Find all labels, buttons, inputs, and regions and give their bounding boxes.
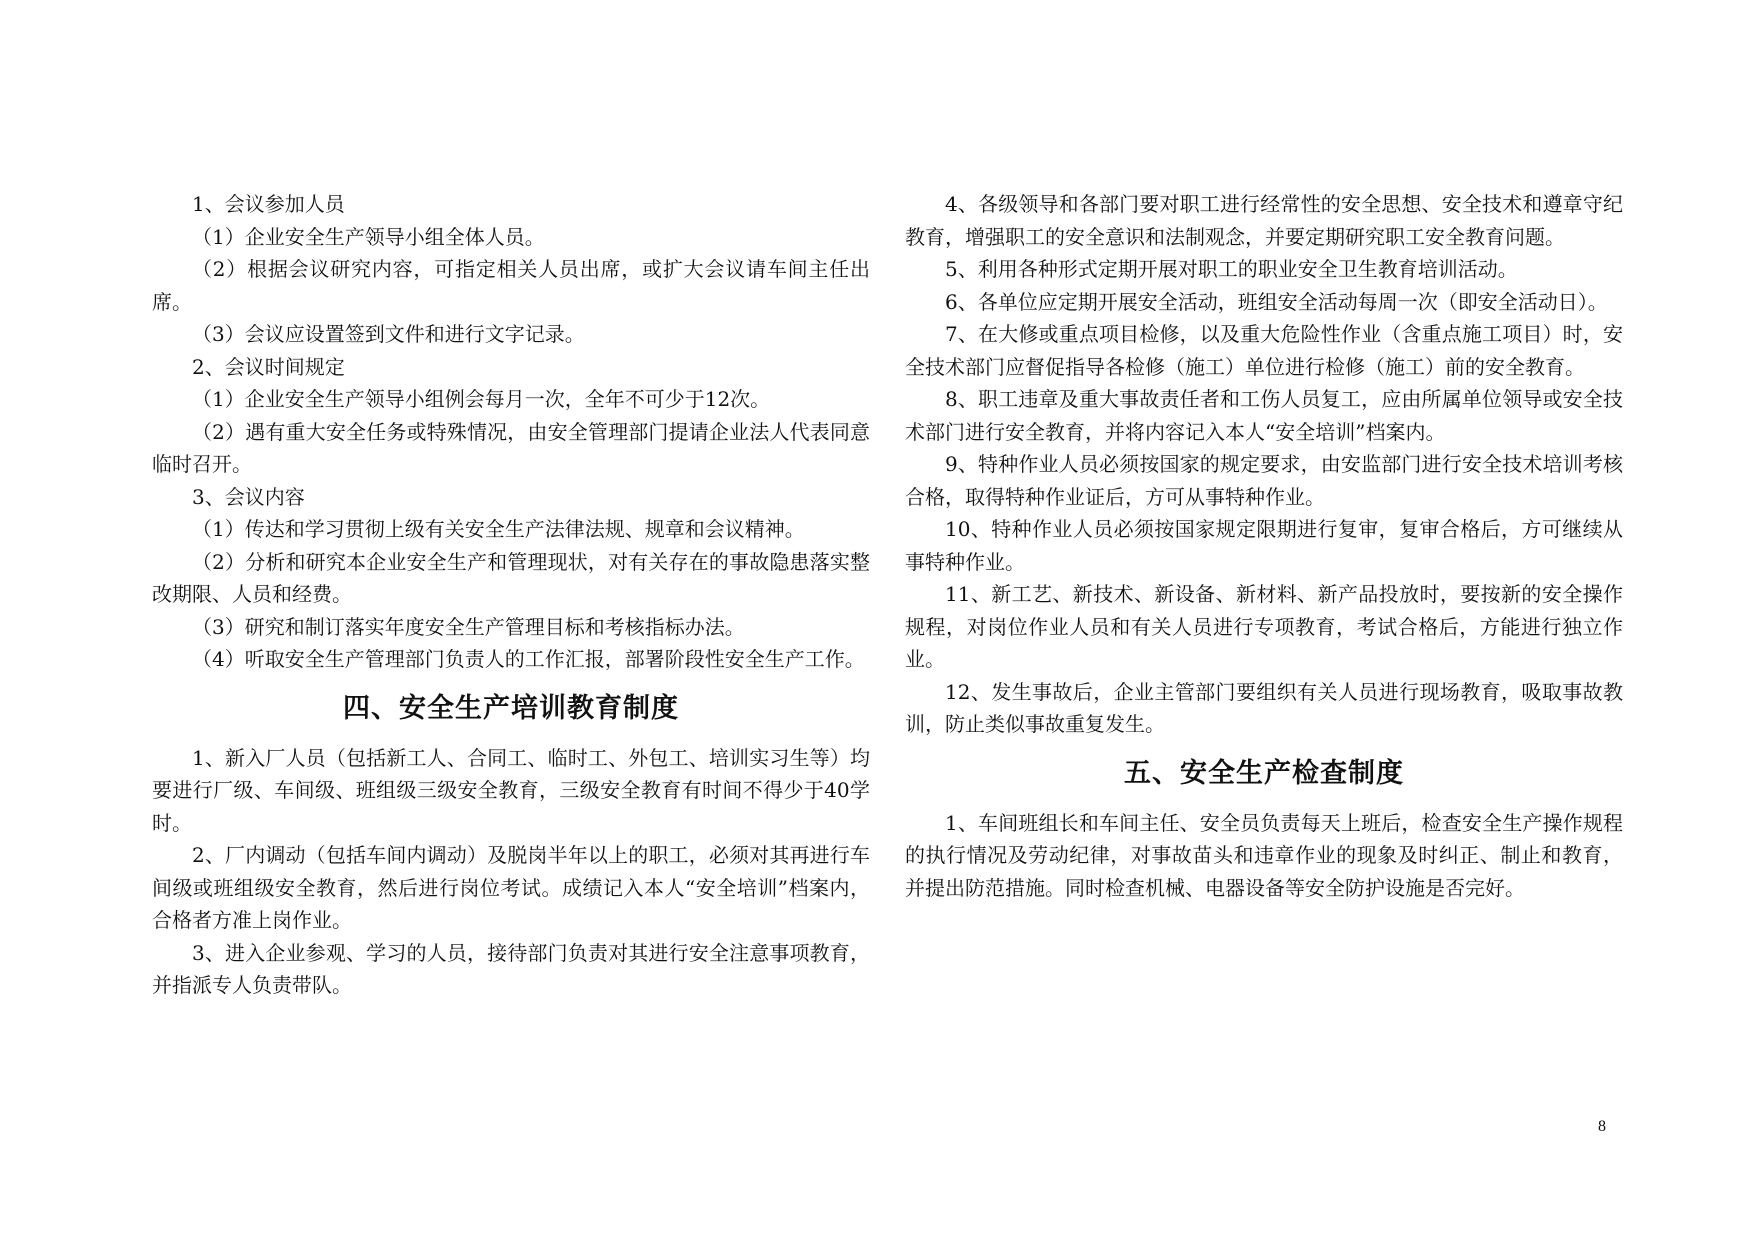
paragraph: 2、会议时间规定 (192, 354, 345, 379)
left-column (152, 188, 870, 1002)
paragraph: （2）分析和研究本企业安全生产和管理现状，对有关存在的事故隐患落实整改期限、人员和经费。 (152, 549, 870, 606)
section-heading: 四、安全生产培训教育制度 (343, 692, 679, 724)
paragraph: 1、车间班组长和车间主任、安全员负责每天上班后，检查安全生产操作规程的执行情况及劳动纪律，对事故苗头和违章作业的现象及时纠正、制止和教育，并提出防范措施。同时检查机械、电器设备等安全防护设施是否完好。 (905, 810, 1623, 900)
paragraph: （1）企业安全生产领导小组例会每月一次，全年不可少于12次。 (192, 387, 771, 411)
right-column (905, 188, 1623, 904)
paragraph: （2）遇有重大安全任务或特殊情况，由安全管理部门提请企业法人代表同意临时召开。 (152, 419, 870, 476)
paragraph: （4）听取安全生产管理部门负责人的工作汇报，部署阶段性安全生产工作。 (192, 647, 865, 671)
paragraph: （2）根据会议研究内容，可指定相关人员出席，或扩大会议请车间主任出席。 (152, 257, 870, 314)
paragraph: 7、在大修或重点项目检修，以及重大危险性作业（含重点施工项目）时，安全技术部门应督促指导各检修（施工）单位进行检修（施工）前的安全教育。 (905, 322, 1623, 379)
paragraph: （3）会议应设置签到文件和进行文字记录。 (192, 322, 585, 346)
paragraph: 12、发生事故后，企业主管部门要组织有关人员进行现场教育，吸取事故教训，防止类似事故重复发生。 (905, 679, 1623, 736)
section-heading: 五、安全生产检查制度 (1124, 757, 1404, 789)
paragraph: （1）企业安全生产领导小组全体人员。 (192, 224, 545, 249)
paragraph: （3）研究和制订落实年度安全生产管理目标和考核指标办法。 (192, 614, 745, 639)
paragraph: 10、特种作业人员必须按国家规定限期进行复审，复审合格后，方可继续从事特种作业。 (905, 517, 1623, 574)
paragraph: 3、会议内容 (192, 484, 305, 509)
paragraph: （1）传达和学习贯彻上级有关安全生产法律法规、规章和会议精神。 (192, 517, 805, 541)
paragraph: 6、各单位应定期开展安全活动，班组安全活动每周一次（即安全活动日）。 (945, 289, 1608, 314)
paragraph: 3、进入企业参观、学习的人员，接待部门负责对其进行安全注意事项教育，并指派专人负责带队。 (152, 940, 870, 997)
paragraph: 9、特种作业人员必须按国家的规定要求，由安监部门进行安全技术培训考核合格，取得特种作业证后，方可从事特种作业。 (905, 452, 1623, 509)
paragraph: 5、利用各种形式定期开展对职工的职业安全卫生教育培训活动。 (945, 257, 1518, 281)
paragraph: 8、职工违章及重大事故责任者和工伤人员复工，应由所属单位领导或安全技术部门进行安全教育，并将内容记入本人“安全培训”档案内。 (905, 387, 1623, 444)
page-number: 8 (1598, 1118, 1606, 1135)
paragraph: 11、新工艺、新技术、新设备、新材料、新产品投放时，要按新的安全操作规程，对岗位作业人员和有关人员进行专项教育，考试合格后，方能进行独立作业。 (905, 582, 1623, 671)
paragraph: 4、各级领导和各部门要对职工进行经常性的安全思想、安全技术和遵章守纪教育，增强职工的安全意识和法制观念，并要定期研究职工安全教育问题。 (905, 192, 1623, 249)
paragraph: 1、会议参加人员 (192, 192, 345, 216)
paragraph: 1、新入厂人员（包括新工人、合同工、临时工、外包工、培训实习生等）均要进行厂级、车间级、班组级三级安全教育，三级安全教育有时间不得少于40学时。 (152, 745, 870, 835)
paragraph: 2、厂内调动（包括车间内调动）及脱岗半年以上的职工，必须对其再进行车间级或班组级安全教育，然后进行岗位考试。成绩记入本人“安全培训”档案内，合格者方准上岗作业。 (152, 843, 870, 932)
